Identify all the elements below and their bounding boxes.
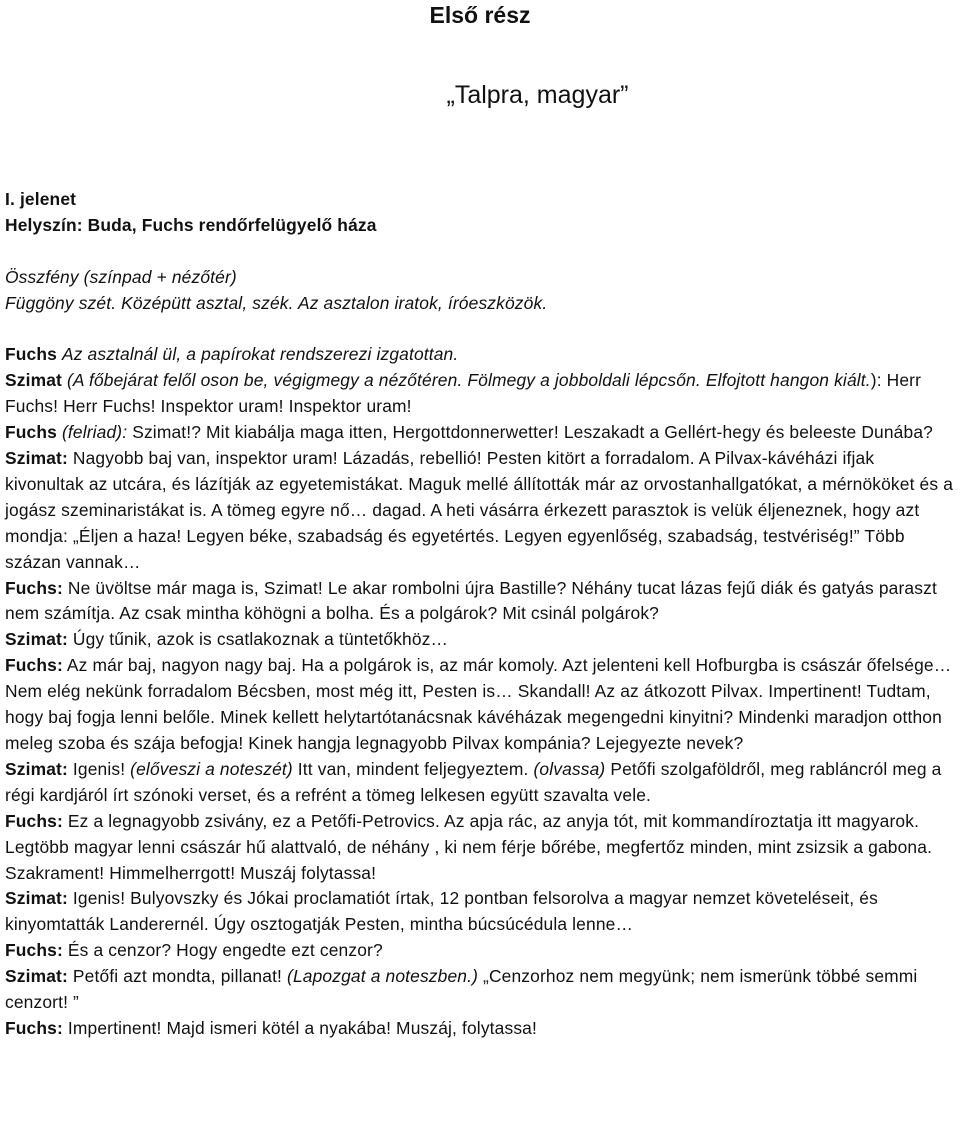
dialogue-text: Itt van, mindent feljegyeztem. [292,758,534,779]
dialogue-line [5,809,955,887]
speaker-name: Szimat: [5,966,68,987]
dialogue-text: Impertinent! Majd ismeri kötél a nyakába! Muszáj, folytassa! [62,1017,537,1038]
scene-number: I. jelenet [5,189,77,209]
dialogue-line [5,420,955,446]
dialogue-line [5,368,955,420]
dialogue-line [5,886,955,938]
dialogue-text: Az már baj, nagyon nagy baj. Ha a polgárok is, az már komoly. Azt jelenteni kell Hofburgba is császár őfelsége… Nem elég nekünk forradalom Bécsben, most még itt, Pesten is… Skandall! Az az átkozott Pilvax. Impertinent! Tudtam, hogy baj fogja lenni belőle. Minek kellett helytartótanácsnak kávéházak megengedni kinyitni? Mindenki maradjon otthon meleg szoba és szája befogja! Kinek hangja legnagyobb Pilvax kompánia? Lejegyezte nevek? [5,655,952,753]
dialogue-text: Szimat!? Mit kiabálja maga itten, Hergottdonnerwetter! Leszakadt a Gellért-hegy és beleeste Dunába? [127,422,933,443]
stage-direction: Függöny szét. Középütt asztal, szék. Az asztalon iratok, íróeszközök. [5,292,548,313]
speaker-name: Fuchs: [5,577,63,598]
dialogue-text: Petőfi szolgaföldről, meg rabláncról meg a régi kardjáról írt szónoki verset, és a refrént a tömeg lelkesen együtt szavalta vele. [5,758,942,805]
speaker-name: Szimat: [5,629,68,650]
dialogue-line [5,938,955,964]
speaker-name: Szimat: [5,448,68,469]
stage-direction: (Lapozgat a noteszben.) [287,966,479,987]
dialogue-line [5,653,955,757]
dialogue-line [5,576,955,628]
stage-direction: Összfény (színpad + nézőtér) [5,266,237,287]
dialogue [5,342,955,1041]
dialogue-line [5,757,955,809]
play-script [5,187,955,1042]
stage-direction: (felriad): [61,422,128,443]
dialogue-text: Úgy tűnik, azok is csatlakoznak a tüntetőkhöz… [67,629,449,650]
speaker-name: Szimat: [5,758,68,779]
speaker-name: Fuchs: [5,810,63,831]
speaker-name: Fuchs: [5,940,63,961]
speaker-name: Fuchs: [5,655,63,676]
speaker-name: Szimat [5,370,67,391]
page-title: Első rész [429,2,531,28]
scene-location: Helyszín: Buda, Fuchs rendőrfelügyelő háza [5,214,377,235]
dialogue-line [5,342,955,368]
stage-direction: (A főbejárat felől oson be, végigmegy a nézőtéren. Fölmegy a jobboldali lépcsőn. Elfojtott hangon kiált. [66,370,871,391]
dialogue-text: Igenis! Bulyovszky és Jókai proclamatiót írtak, 12 pontban felsorolva a magyar nemzet követeléseit, és kinyomtatták Landerernél. Úgy osztogatják Pesten, mintha búcsúcédula lenne… [5,888,878,935]
dialogue-text: Ez a legnagyobb zsivány, ez a Petőfi-Petrovics. Az apja rác, az anyja tót, mit kommandíroztatja itt magyarok. Legtöbb magyar lenni császár hű alattvaló, de néhány , ki nem férje bőrébe, megfertőz minden, mint zsizsik a gabona. Szakrament! Himmelherrgott! Muszáj folytassa! [5,810,933,883]
stage-direction: Az asztalnál ül, a papírokat rendszerezi izgatottan. [61,344,459,365]
dialogue-line [5,964,955,1016]
dialogue-text: És a cenzor? Hogy engedte ezt cenzor? [62,940,383,961]
dialogue-text: ): Herr Fuchs! Herr Fuchs! Inspektor uram! Inspektor uram! [5,370,922,417]
dialogue-text: Petőfi azt mondta, pillanat! [67,966,288,987]
dialogue-text: Nagyobb baj van, inspektor uram! Lázadás, rebellió! Pesten kitört a forradalom. A Pilvax-kávéházi ifjak kivonultak az utcára, és lázítják az egyetemistákat. Maguk mellé állították már az orvostanhallgatókat, a mérnököket és a jogász szeminaristákat is. A tömeg egyre nő… dagad. A heti vásárra érkezett parasztok is velük éljeneznek, hogy azt mondja: „Éljen a haza! Legyen béke, szabadság és egyetértés. Legyen egyenlőség, szabadság, testvériség!” Több százan vannak… [5,448,954,572]
dialogue-line [5,627,955,653]
dialogue-line [5,1016,955,1042]
speaker-name: Fuchs: [5,1017,63,1038]
dialogue-line [5,446,955,576]
speaker-name: Fuchs [5,422,62,443]
speaker-name: Szimat: [5,888,68,909]
dialogue-text: „Cenzorhoz nem megyünk; nem ismerünk többé semmi cenzort! ” [5,966,918,1013]
dialogue-text: Ne üvöltse már maga is, Szimat! Le akar rombolni újra Bastille? Néhány tucat lázas fejű diák és gatyás paraszt nem számítja. Az csak mintha köhögni a bolha. És a polgárok? Mit csinál polgárok? [5,577,937,624]
spacer [5,317,955,343]
dialogue-text: Igenis! [67,758,131,779]
part-subtitle: „Talpra, magyar” [446,81,629,109]
spacer [5,239,955,265]
speaker-name: Fuchs [5,344,62,365]
stage-direction: (olvassa) [533,758,606,779]
stage-direction: (előveszi a noteszét) [130,758,293,779]
